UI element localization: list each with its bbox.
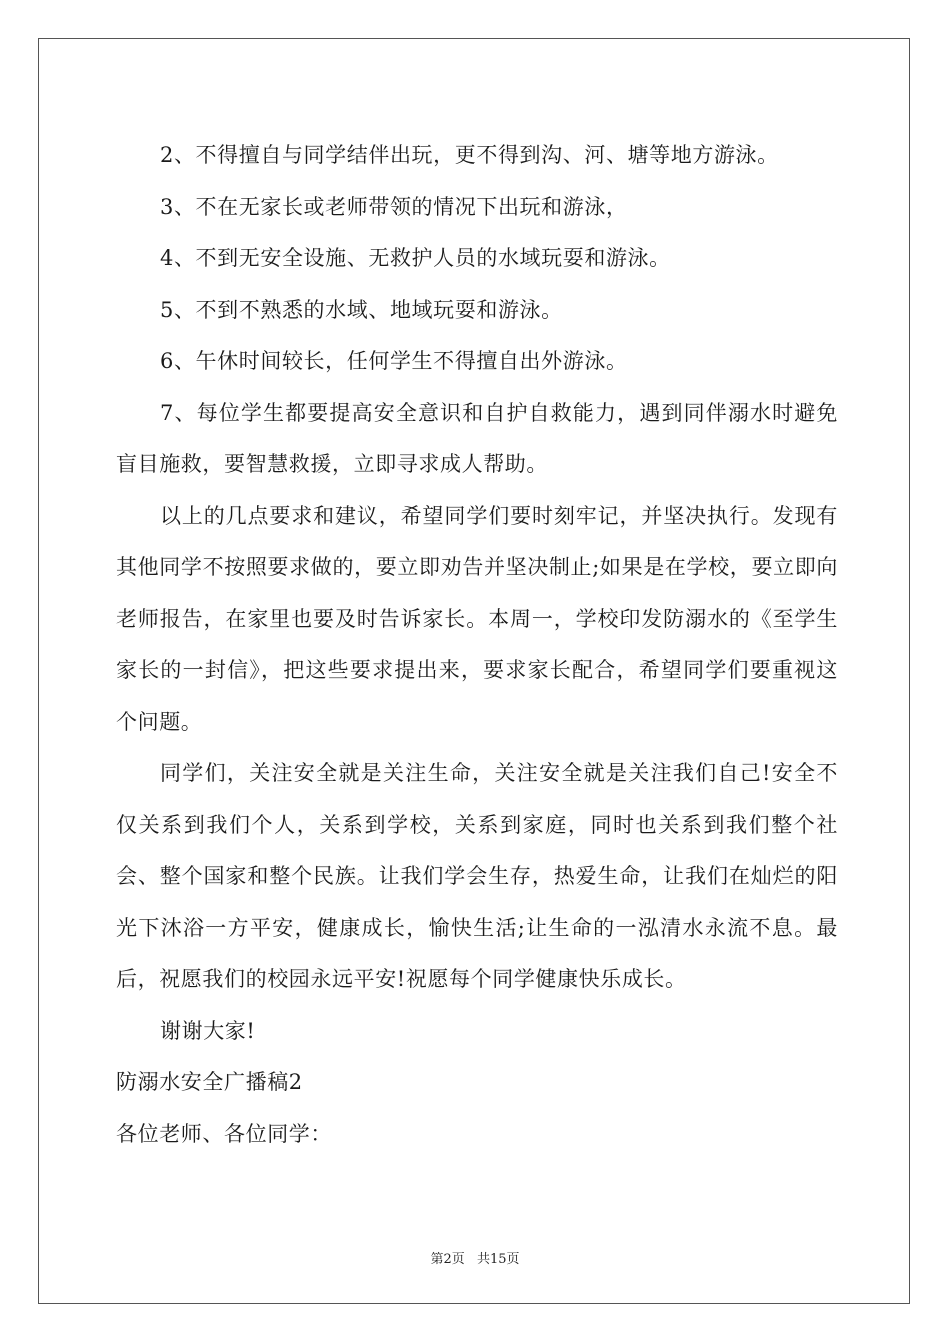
document-body [116,130,838,1160]
page-total: 共15页 [476,1252,520,1267]
paragraph-thanks: 谢谢大家! [160,1018,256,1043]
paragraph-summary: 以上的几点要求和建议，希望同学们要时刻牢记，并坚决执行。发现有其他同学不按照要求做的，要立即劝告并坚决制止;如果是在学校，要立即向老师报告，在家里也要及时告诉家长。本周一，学校印发防溺水的《至学生家长的一封信》，把这些要求提出来，要求家长配合，希望同学们要重视这个问题。 [116,503,838,734]
page-footer [0,1248,950,1267]
paragraph-rule-3: 3、不在无家长或老师带领的情况下出玩和游泳， [160,194,628,219]
section-title: 防溺水安全广播稿2 [116,1070,303,1094]
paragraph-rule-6: 6、午休时间较长，任何学生不得擅自出外游泳。 [160,349,628,373]
page-number: 第2页 [430,1252,465,1267]
paragraph-rule-5: 5、不到不熟悉的水域、地域玩耍和游泳。 [160,297,563,322]
paragraph-rule-2: 2、不得擅自与同学结伴出玩，更不得到沟、河、塘等地方游泳。 [160,143,779,167]
paragraph-closing: 同学们，关注安全就是关注生命，关注安全就是关注我们自己!安全不仅关系到我们个人，关系到学校，关系到家庭，同时也关系到我们整个社会、整个国家和整个民族。让我们学会生存，热爱生命，让我们在灿烂的阳光下沐浴一方平安，健康成长，愉快生活;让生命的一泓清水永流不息。最后，祝愿我们的校园永远平安!祝愿每个同学健康快乐成长。 [116,761,838,991]
salutation: 各位老师、各位同学： [116,1121,332,1146]
paragraph-rule-4: 4、不到无安全设施、无救护人员的水域玩耍和游泳。 [160,246,671,270]
paragraph-rule-7: 7、每位学生都要提高安全意识和自护自救能力，遇到同伴溺水时避免盲目施救，要智慧救援，立即寻求成人帮助。 [116,400,838,476]
